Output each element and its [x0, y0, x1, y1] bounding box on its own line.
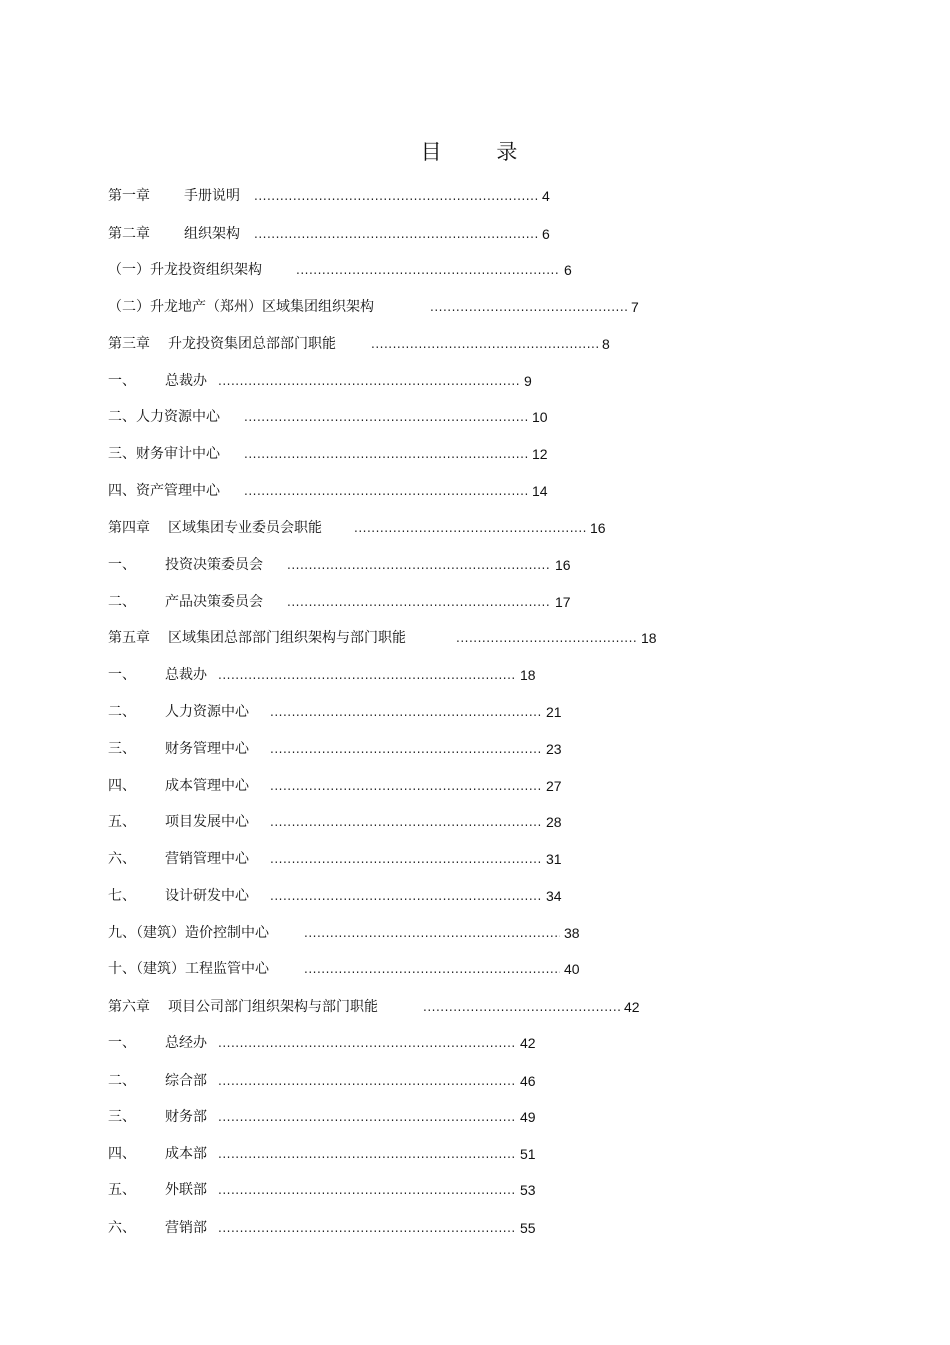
toc-entry-label: 区域集团总部部门组织架构与部门职能: [168, 630, 406, 646]
toc-entry-number: 六、: [108, 851, 136, 867]
toc-entry-number: 第一章: [108, 188, 150, 204]
toc-entry-page-number: 55: [520, 1220, 536, 1236]
toc-dot-leader: [270, 885, 542, 907]
toc-entry-number: 三、: [108, 1109, 136, 1125]
toc-entry[interactable]: [0, 591, 950, 613]
toc-entry-page-number: 6: [542, 226, 550, 242]
toc-dot-leader: [218, 1217, 516, 1239]
toc-dot-leader: [244, 443, 528, 465]
toc-entry[interactable]: [0, 296, 950, 318]
toc-entry-page-number: 18: [520, 667, 536, 683]
toc-entry-label: 三、财务审计中心: [108, 446, 220, 462]
toc-entry-number: 一、: [108, 557, 136, 573]
toc-entry[interactable]: [0, 1179, 950, 1201]
toc-dot-leader: [287, 591, 550, 613]
toc-entry-label: 组织架构: [184, 226, 240, 242]
toc-dot-leader: [218, 1106, 516, 1128]
toc-dot-leader: [218, 1032, 516, 1054]
toc-entry-label: 综合部: [165, 1073, 207, 1089]
toc-dot-leader: [254, 185, 538, 207]
toc-entry-page-number: 27: [546, 778, 562, 794]
toc-entry[interactable]: [0, 627, 950, 649]
toc-entry-label: 四、资产管理中心: [108, 483, 220, 499]
toc-entry-label: 营销部: [165, 1220, 207, 1236]
toc-entry-page-number: 16: [590, 520, 606, 536]
toc-dot-leader: [218, 370, 519, 392]
toc-entry[interactable]: [0, 443, 950, 465]
toc-entry-page-number: 40: [564, 961, 580, 977]
toc-entry-number: 二、: [108, 704, 136, 720]
toc-entry-page-number: 42: [624, 999, 640, 1015]
toc-entry-number: 三、: [108, 741, 136, 757]
toc-entry-page-number: 12: [532, 446, 548, 462]
toc-entry[interactable]: [0, 775, 950, 797]
toc-entry-label: 财务部: [165, 1109, 207, 1125]
toc-entry-label: 总经办: [165, 1035, 207, 1051]
toc-entry-label: 项目公司部门组织架构与部门职能: [168, 999, 378, 1015]
toc-entry-number: 二、: [108, 594, 136, 610]
toc-entry-page-number: 9: [524, 373, 532, 389]
toc-dot-leader: [270, 848, 542, 870]
toc-entry-page-number: 17: [555, 594, 571, 610]
toc-entry[interactable]: [0, 333, 950, 355]
toc-entry-number: 四、: [108, 778, 136, 794]
toc-entry-page-number: 14: [532, 483, 548, 499]
toc-entry-number: 六、: [108, 1220, 136, 1236]
toc-entry[interactable]: [0, 922, 950, 944]
toc-dot-leader: [423, 996, 620, 1018]
toc-entry-number: 一、: [108, 1035, 136, 1051]
toc-entry-page-number: 31: [546, 851, 562, 867]
toc-entry-page-number: 38: [564, 925, 580, 941]
toc-dot-leader: [270, 738, 542, 760]
toc-dot-leader: [430, 296, 627, 318]
toc-entry-number: 第五章: [108, 630, 150, 646]
toc-entry-number: 第二章: [108, 226, 150, 242]
toc-entry-page-number: 18: [641, 630, 657, 646]
toc-entry[interactable]: [0, 664, 950, 686]
toc-entry-label: 二、人力资源中心: [108, 409, 220, 425]
toc-entry-label: 总裁办: [165, 667, 207, 683]
toc-entry-page-number: 4: [542, 188, 550, 204]
toc-entry-label: 九、（建筑）造价控制中心: [108, 925, 269, 941]
toc-entry-page-number: 46: [520, 1073, 536, 1089]
toc-entry-number: 第三章: [108, 336, 150, 352]
toc-entry-page-number: 7: [631, 299, 639, 315]
toc-entry-number: 二、: [108, 1073, 136, 1089]
toc-entry-number: 第四章: [108, 520, 150, 536]
toc-dot-leader: [244, 406, 528, 428]
toc-entry[interactable]: [0, 406, 950, 428]
toc-dot-leader: [304, 958, 560, 980]
toc-entry[interactable]: [0, 738, 950, 760]
toc-entry-page-number: 34: [546, 888, 562, 904]
toc-entry-number: 四、: [108, 1146, 136, 1162]
toc-entry-page-number: 6: [564, 262, 572, 278]
toc-entry-label: 人力资源中心: [165, 704, 249, 720]
toc-dot-leader: [287, 554, 550, 576]
toc-entry[interactable]: [0, 223, 950, 245]
toc-entry-page-number: 16: [555, 557, 571, 573]
toc-entry-label: 投资决策委员会: [165, 557, 263, 573]
toc-entry-label: 产品决策委员会: [165, 594, 263, 610]
toc-entry-label: 成本部: [165, 1146, 207, 1162]
toc-entry[interactable]: [0, 480, 950, 502]
toc-dot-leader: [304, 922, 560, 944]
toc-entry-label: （二）升龙地产（郑州）区域集团组织架构: [108, 299, 374, 315]
toc-entry[interactable]: [0, 1217, 950, 1239]
toc-entry[interactable]: [0, 370, 950, 392]
toc-entry[interactable]: [0, 1070, 950, 1092]
toc-dot-leader: [218, 1143, 516, 1165]
toc-entry-page-number: 49: [520, 1109, 536, 1125]
toc-entry[interactable]: [0, 958, 950, 980]
toc-entry-label: 财务管理中心: [165, 741, 249, 757]
toc-entry-page-number: 21: [546, 704, 562, 720]
toc-entry-label: 区域集团专业委员会职能: [168, 520, 322, 536]
toc-entry-label: 升龙投资集团总部部门职能: [168, 336, 336, 352]
toc-dot-leader: [254, 223, 538, 245]
toc-entry[interactable]: [0, 1143, 950, 1165]
toc-entry[interactable]: [0, 1032, 950, 1054]
toc-entry-number: 五、: [108, 814, 136, 830]
toc-entry[interactable]: [0, 848, 950, 870]
toc-entry-page-number: 42: [520, 1035, 536, 1051]
toc-entry[interactable]: [0, 885, 950, 907]
toc-entry[interactable]: [0, 185, 950, 207]
toc-entry-page-number: 51: [520, 1146, 536, 1162]
toc-dot-leader: [296, 259, 560, 281]
toc-entry-number: 七、: [108, 888, 136, 904]
toc-entry-label: 外联部: [165, 1182, 207, 1198]
toc-dot-leader: [371, 333, 598, 355]
toc-entry[interactable]: [0, 259, 950, 281]
toc-entry-page-number: 10: [532, 409, 548, 425]
toc-dot-leader: [456, 627, 637, 649]
toc-entry-number: 第六章: [108, 999, 150, 1015]
toc-entry[interactable]: [0, 701, 950, 723]
toc-entry[interactable]: [0, 811, 950, 833]
toc-dot-leader: [244, 480, 528, 502]
toc-dot-leader: [270, 775, 542, 797]
toc-entry-number: 一、: [108, 373, 136, 389]
toc-entry-number: 五、: [108, 1182, 136, 1198]
toc-dot-leader: [270, 701, 542, 723]
toc-entry-page-number: 53: [520, 1182, 536, 1198]
toc-entry-page-number: 28: [546, 814, 562, 830]
toc-entry-page-number: 8: [602, 336, 610, 352]
toc-entry[interactable]: [0, 1106, 950, 1128]
toc-entry[interactable]: [0, 996, 950, 1018]
toc-entry[interactable]: [0, 554, 950, 576]
toc-entry-label: 总裁办: [165, 373, 207, 389]
toc-dot-leader: [354, 517, 586, 539]
toc-entry-number: 一、: [108, 667, 136, 683]
toc-entry-label: 十、（建筑）工程监管中心: [108, 961, 269, 977]
toc-dot-leader: [270, 811, 542, 833]
toc-entry-label: 成本管理中心: [165, 778, 249, 794]
toc-entry-page-number: 23: [546, 741, 562, 757]
toc-entry[interactable]: [0, 517, 950, 539]
toc-dot-leader: [218, 664, 516, 686]
toc-entry-label: 营销管理中心: [165, 851, 249, 867]
toc-dot-leader: [218, 1070, 516, 1092]
toc-entry-label: （一）升龙投资组织架构: [108, 262, 262, 278]
toc-title: 目 录: [420, 140, 542, 164]
toc-dot-leader: [218, 1179, 516, 1201]
toc-entry-label: 手册说明: [184, 188, 240, 204]
toc-entry-label: 设计研发中心: [165, 888, 249, 904]
toc-entry-label: 项目发展中心: [165, 814, 249, 830]
